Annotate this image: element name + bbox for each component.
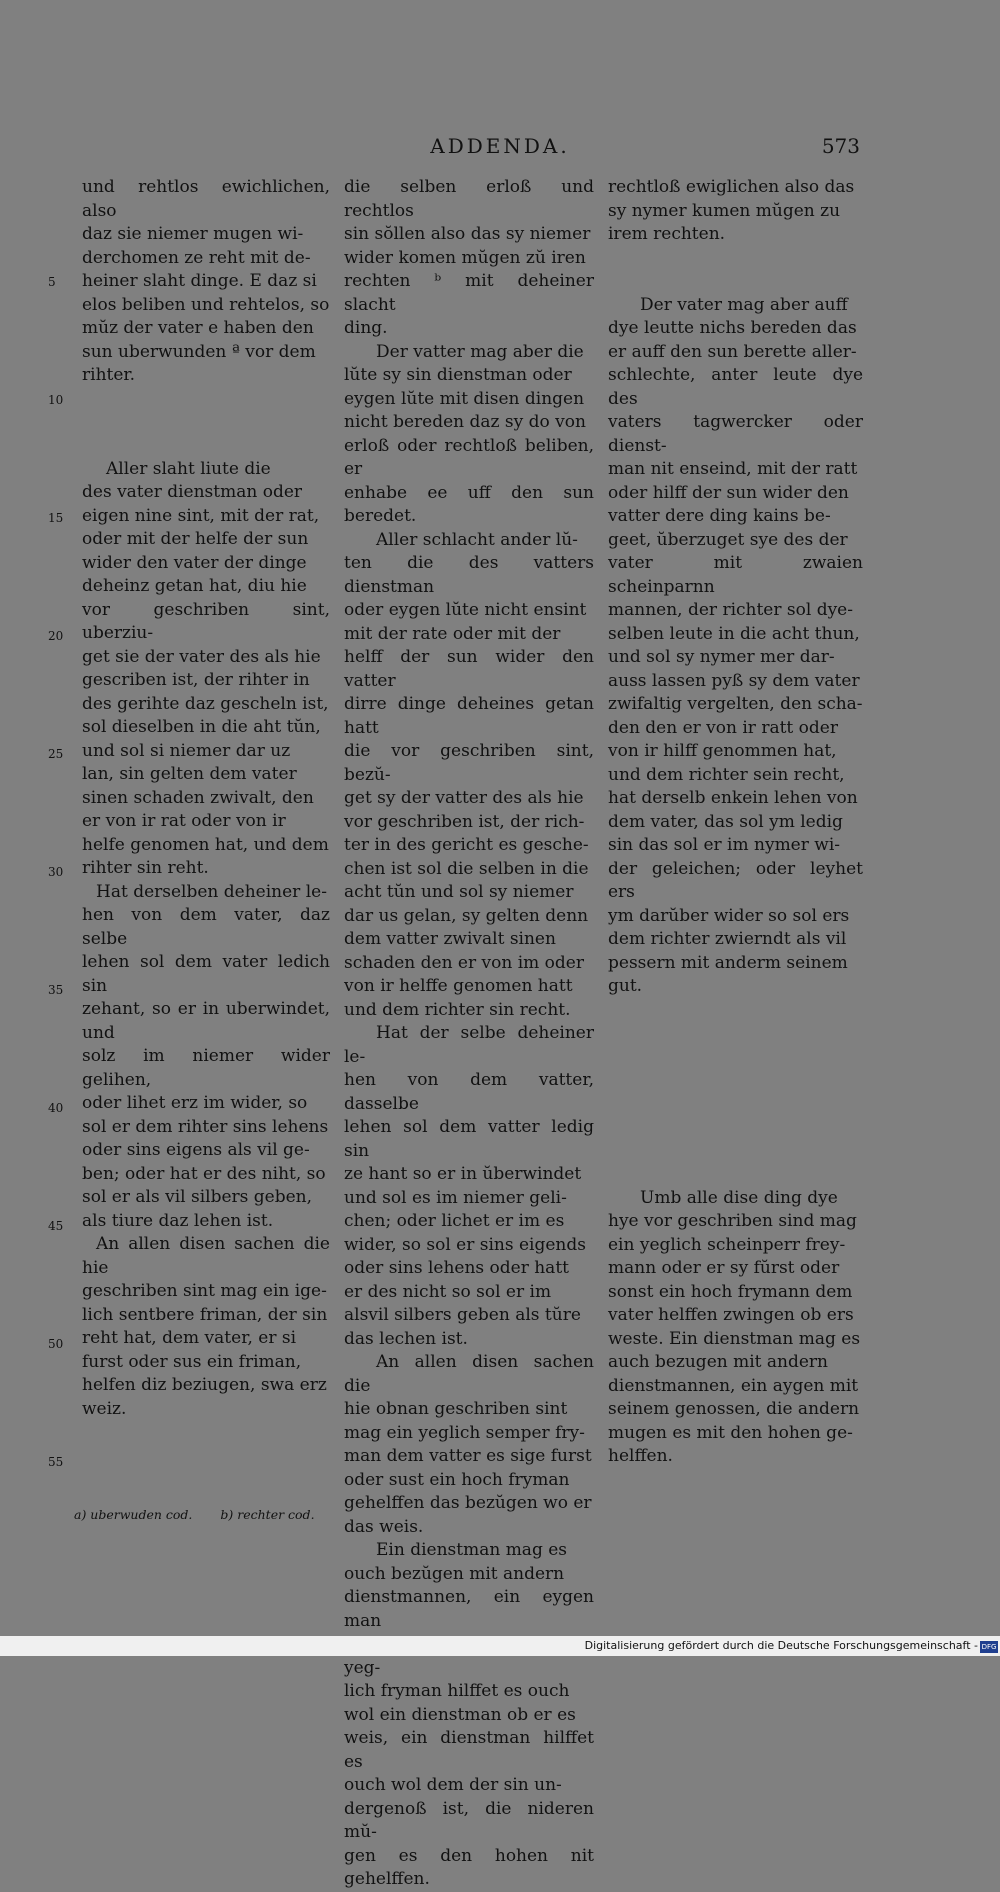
paragraph: Hat der selbe deheiner le- hen von dem vatter, dasselbe lehen sol dem vatter ledig sin ze hant so er in ŭberwindet und sol es im niemer geli- chen; oder lichet er im es wider, so sol er sins eigends oder sins lehens oder hatt er des nicht so sol er im alsvil silbers geben als tŭre das lechen ist. <box>344 1023 594 1349</box>
text-column-2 <box>344 176 594 1892</box>
line-number: 50 <box>48 1337 64 1351</box>
line-number: 45 <box>48 1219 64 1233</box>
paragraph: Aller schlacht ander lŭ- ten die des vatters dienstman oder eygen lŭte nicht ensint mit der rate oder mit der helff der sun wider den vatter dirre dinge deheines getan hatt die vor geschriben sint, bezŭ- get sy der vatter des als hie vor geschriben ist, der rich- ter in des gericht es gesche- chen ist sol die selben in die acht tŭn und sol sy niemer dar us gelan, sy gelten denn dem vatter zwivalt sinen schaden den er von im oder von ir helffe genomen hatt und dem richter sin recht. <box>344 529 594 1020</box>
footnote: a) uberwuden cod. <box>74 1507 193 1522</box>
digitization-footer <box>0 1636 1000 1656</box>
line-number: 40 <box>48 1101 64 1115</box>
line-number: 5 <box>48 275 56 289</box>
line-number: 20 <box>48 629 64 643</box>
funding-credit: Digitalisierung gefördert durch die Deutsche Forschungsgemeinschaft - <box>584 1639 978 1652</box>
footnotes <box>74 1507 339 1522</box>
line-number: 55 <box>48 1455 64 1469</box>
paragraph: die selben erloß und rechtlos sin sŏllen also das sy niemer wider komen mŭgen zŭ iren rechten ᵇ mit deheiner slacht ding. <box>344 177 594 338</box>
paragraph: Der vatter mag aber die lŭte sy sin dienstman oder eygen lŭte mit disen dingen nicht bereden daz sy do von erloß oder rechtloß beliben, er enhabe ee uff den sun beredet. <box>344 341 594 526</box>
paragraph: Hat derselben deheiner le- hen von dem vater, daz selbe lehen sol dem vater ledich sin zehant, so er in uberwindet, und solz im niemer wider gelihen, oder lihet erz im wider, so sol er dem rihter sins lehens oder sins eigens als vil ge- ben; oder hat er des niht, so sol er als vil silbers geben, als tiure daz lehen ist. <box>82 881 330 1231</box>
paragraph: Aller slaht liute die des vater dienstman oder eigen nine sint, mit der rat, oder mit der helfe der sun wider den vater der dinge deheinz getan hat, diu hie vor geschriben sint, uberziu- get sie der vater des als hie gescriben ist, der rihter in des gerihte daz gescheln ist, sol dieselben in die aht tŭn, und sol si niemer dar uz lan, sin gelten dem vater sinen schaden zwivalt, den er von ir rat oder von ir helfe genomen hat, und dem rihter sin reht. <box>82 458 330 878</box>
dfg-logo-icon: DFG <box>981 1643 997 1651</box>
paragraph: An allen disen sachen die hie obnan geschriben sint mag ein yeglich semper fry- man dem vatter es sige furst oder sust ein hoch fryman gehelffen das bezŭgen wo er das weis. <box>344 1352 594 1537</box>
paragraph: und rehtlos ewichlichen, also daz sie niemer mugen wi- derchomen ze reht mit de- heiner slaht dinge. E daz si elos beliben und rehtelos, so mŭz der vater e haben den sun uberwunden ª vor dem rihter. <box>82 177 330 385</box>
line-number: 15 <box>48 511 64 525</box>
line-number: 30 <box>48 865 64 879</box>
running-header: ADDENDA. <box>430 134 570 158</box>
paragraph: Der vater mag aber auff dye leutte nichs bereden das er auff den sun berette aller- schlechte, anter leute dye des vaters tagwercker oder dienst- man nit enseind, mit der ratt oder hilff der sun wider den vatter dere ding kains be- geet, ŭberzuget sye des der vater mit zwaien scheinparnn mannen, der richter sol dye- selben leute in die acht thun, und sol sy nymer mer dar- auss lassen pyß sy dem vater zwifaltig vergelten, den scha- den den er von ir ratt oder von ir hilff genommen hat, und dem richter sein recht, hat derselb enkein lehen von dem vater, das sol ym ledig sin das sol er im nymer wi- der geleichen; oder leyhet ers ym darŭber wider so sol ers dem richter zwierndt als vil pessern mit anderm seinem gut. <box>608 294 863 996</box>
paragraph: Umb alle dise ding dye hye vor geschriben sind mag ein yeglich scheinperr frey- mann oder er sy fŭrst oder sonst ein hoch frymann dem vater helffen zwingen ob ers weste. Ein dienstman mag es auch bezugen mit andern dienstmannen, ein aygen mit seinem genossen, die andern mugen es mit den hohen ge- helffen. <box>608 1187 861 1466</box>
paragraph: Ein dienstman mag es ouch bezŭgen mit andern dienstmannen, ein eygen man yeg- lich fryman hilffet es ouch wol ein dienstman ob er es weis, ein dienstman hilffet es ouch wol dem der sin un- dergenoß ist, die nideren mŭ- gen es den hohen nit gehelffen. <box>344 1540 594 1889</box>
line-number: 35 <box>48 983 64 997</box>
line-number: 25 <box>48 747 64 761</box>
footnote: b) rechter cod. <box>220 1507 315 1522</box>
text-column-3 <box>608 176 863 1469</box>
text-column-1 <box>82 176 330 1421</box>
paragraph: An allen disen sachen die hie geschriben sint mag ein ige- lich sentbere friman, der sin reht hat, dem vater, er si furst oder sus ein friman, helfen diz beziugen, swa erz weiz. <box>82 1234 330 1419</box>
page-number: 573 <box>821 134 860 158</box>
paragraph: rechtloß ewiglichen also das sy nymer kumen mŭgen zu irem rechten. <box>608 177 855 244</box>
line-number: 10 <box>48 393 64 407</box>
